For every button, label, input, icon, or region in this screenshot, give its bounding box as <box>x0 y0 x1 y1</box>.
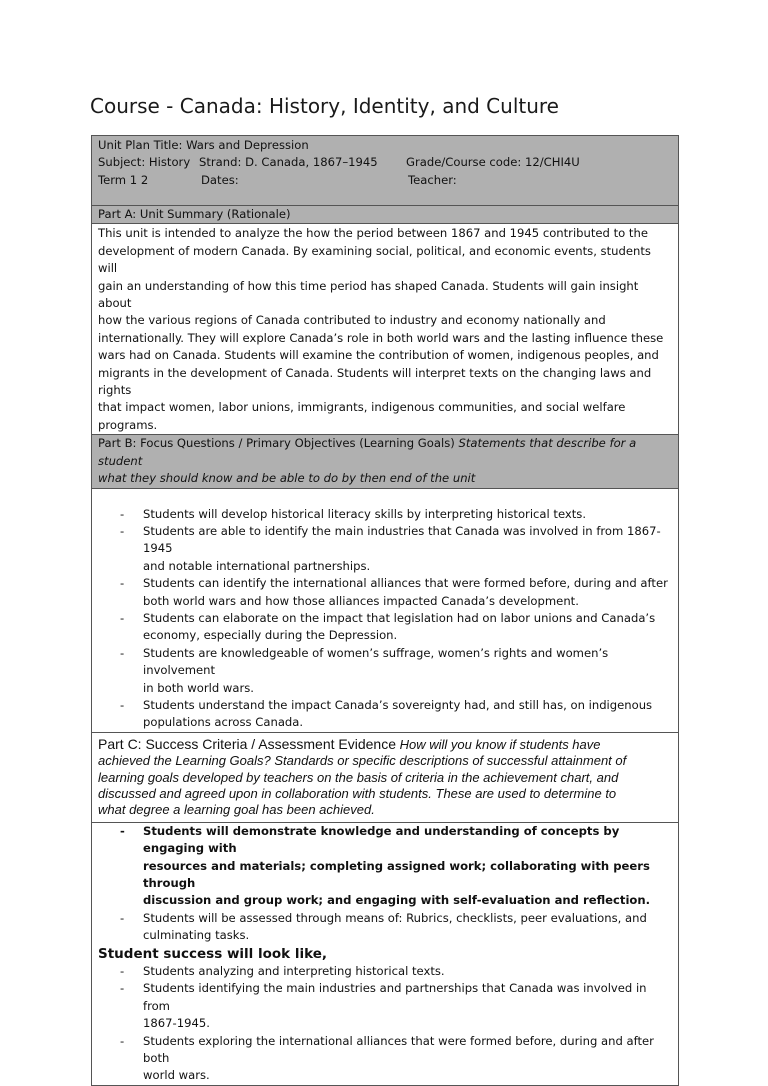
summary-line: that impact women, labor unions, immigrants, indigenous communities, and social welfare programs. <box>98 400 626 432</box>
part-c-note-line: achieved the Learning Goals? Standards or specific descriptions of successful attainment of <box>98 753 627 769</box>
part-c-note-line: discussed and agreed upon in collaboration with students. These are used to determine to <box>98 786 617 801</box>
part-b-heading-note: what they should know and be able to do by then end of the unit <box>98 471 476 486</box>
summary-line: This unit is intended to analyze the how the period between 1867 and 1945 contributed to the <box>98 226 648 241</box>
part-b-heading <box>92 435 679 488</box>
dates: Dates: <box>201 172 239 187</box>
part-c-heading: Part C: Success Criteria / Assessment Evidence How will you know if students have achieved the Learning Goals? Standards or specific descriptions of successful attainment of learning goals developed by teachers on the basis of criteria in the achievement chart, and discussed and agreed upon in collaboration with students. These are used to determine to what degree a learning goal has been achieved. <box>92 732 679 822</box>
part-b-heading-note: Statements that describe for a student <box>98 436 637 468</box>
objectives-list <box>98 506 672 732</box>
list-item: - Students will develop historical literacy skills by interpreting historical texts. <box>98 506 672 523</box>
list-item: - Students exploring the international alliances that were formed before, during and after both world wars. <box>98 1033 672 1085</box>
unit-plan-table <box>91 135 679 1086</box>
grade-course-code: Grade/Course code: 12/CHI4U <box>406 155 580 170</box>
part-c-note-line: learning goals developed by teachers on the basis of criteria in the achievement chart, and <box>98 769 619 785</box>
part-a-heading: Part A: Unit Summary (Rationale) <box>92 206 679 224</box>
summary-line: development of modern Canada. By examining social, political, and economic events, students will <box>98 243 651 276</box>
list-item: - Students can identify the international alliances that were formed before, during and after both world wars and how those alliances impacted Canada’s development. <box>98 575 672 610</box>
header-cell <box>92 136 679 206</box>
summary-line: wars had on Canada. Students will examine the contribution of women, indigenous peoples, and <box>98 348 659 363</box>
list-item: - Students understand the impact Canada’s sovereignty had, and still has, on indigenous populations across Canada. <box>98 697 672 732</box>
part-a-summary <box>92 224 679 435</box>
page-title: Course - Canada: History, Identity, and Culture <box>90 94 559 118</box>
summary-line: gain an understanding of how this time period has shaped Canada. Students will gain insight about <box>98 278 639 311</box>
list-item: - Students analyzing and interpreting historical texts. <box>98 963 672 980</box>
part-c-evidence <box>92 822 679 1085</box>
part-b-heading-text: Part B: Focus Questions / Primary Objectives (Learning Goals) <box>98 436 455 451</box>
teacher: Teacher: <box>408 172 457 187</box>
list-item: - Students are able to identify the main industries that Canada was involved in from 1867-1945 and notable international partnerships. <box>98 523 672 575</box>
part-c-heading-text: Part C: Success Criteria / Assessment Evidence <box>98 735 396 752</box>
list-item: - Students will demonstrate knowledge and understanding of concepts by engaging with resources and materials; completing assigned work; collaborating with peers through discussion and group work; and engaging with self-evaluation and reflection. <box>98 823 672 910</box>
term: Term 1 2 <box>98 172 149 187</box>
subject: Subject: History <box>98 155 191 170</box>
part-c-note-line: what degree a learning goal has been achieved. <box>98 802 375 818</box>
part-b-objectives <box>92 488 679 732</box>
list-item: - Students will be assessed through means of: Rubrics, checklists, peer evaluations, and culminating tasks. <box>98 910 672 945</box>
list-item: - Students are knowledgeable of women’s suffrage, women’s rights and women’s involvement in both world wars. <box>98 645 672 697</box>
summary-line: internationally. They will explore Canada’s role in both world wars and the lasting influence these <box>98 330 664 345</box>
strand: Strand: D. Canada, 1867–1945 <box>199 155 378 170</box>
evidence-list <box>98 823 672 945</box>
unit-plan-title: Unit Plan Title: Wars and Depression <box>98 138 309 152</box>
summary-line: migrants in the development of Canada. Students will interpret texts on the changing laws and rights <box>98 365 652 398</box>
list-item: - Students identifying the main industries and partnerships that Canada was involved in from 1867-1945. <box>98 980 672 1032</box>
success-heading: Student success will look like, <box>98 945 328 962</box>
list-item: - Students can elaborate on the impact that legislation had on labor unions and Canada’s economy, especially during the Depression. <box>98 610 672 645</box>
summary-line: how the various regions of Canada contributed to industry and economy nationally and <box>98 313 606 328</box>
